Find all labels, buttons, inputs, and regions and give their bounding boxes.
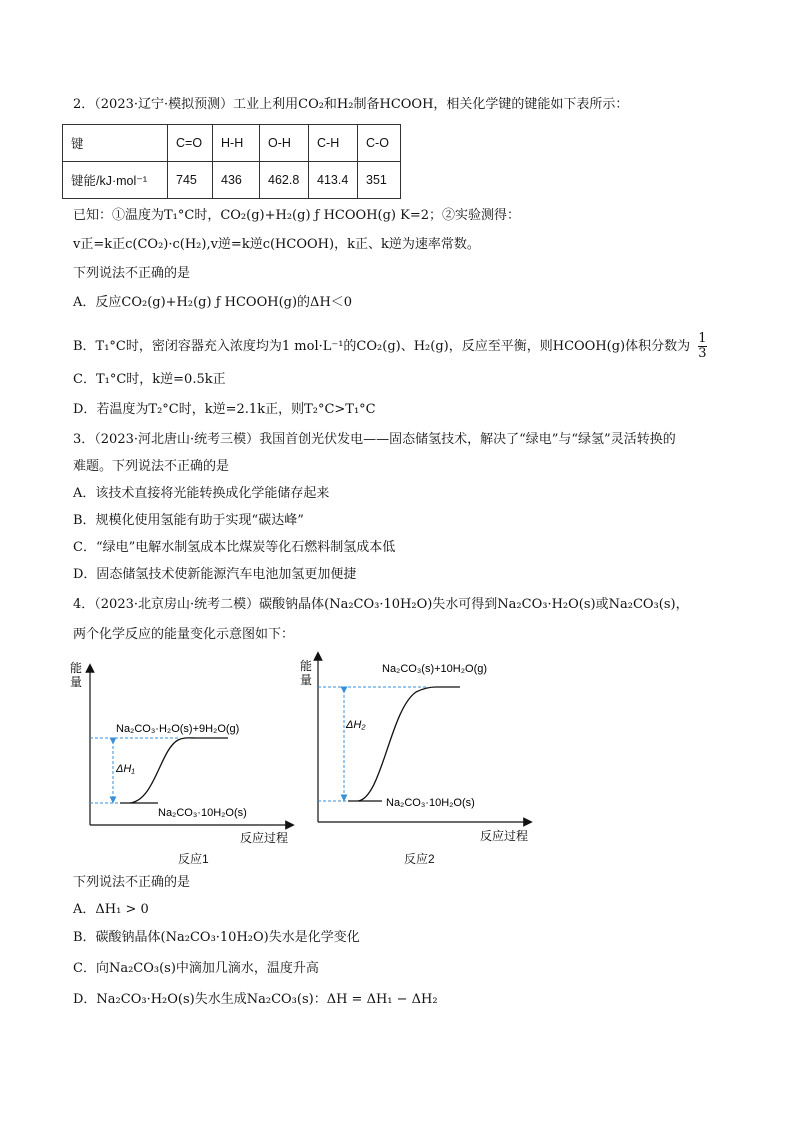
- x-axis-label: 反应过程: [240, 831, 289, 845]
- q4-option-d: D．Na₂CO₃·H₂O(s)失水生成Na₂CO₃(s)：ΔH = ΔH₁ − ΔH₂: [73, 992, 438, 1007]
- y-axis-label-2: 量: [300, 673, 313, 687]
- q2-option-b: [73, 332, 707, 361]
- table-cell: H-H: [213, 125, 260, 162]
- table-cell: 351: [358, 162, 401, 199]
- table-cell: 436: [213, 162, 260, 199]
- energy-curve: [120, 738, 228, 803]
- y-axis-label-1: 能: [300, 659, 313, 673]
- energy-diagram-reaction-1: [60, 650, 300, 870]
- table-cell: 745: [168, 162, 213, 199]
- table-cell: 键能/kJ·mol⁻¹: [63, 162, 168, 199]
- table-cell: 413.4: [309, 162, 358, 199]
- bond-energy-table: [62, 124, 401, 199]
- q2-known-1: 已知：①温度为T₁°C时，CO₂(g)+H₂(g) ƒ HCOOH(g) K=2；②实验测得：: [73, 208, 521, 223]
- lower-label: Na₂CO₃·10H₂O(s): [158, 807, 247, 819]
- q3-stem-1: 3．（2023·河北唐山·统考三模）我国首创光伏发电——固态储氢技术，解决了“绿电”与“绿氢”灵活转换的: [73, 432, 676, 447]
- y-axis-label-1: 能: [70, 661, 83, 675]
- y-axis-label-2: 量: [70, 675, 83, 689]
- figure-1-caption: 反应1: [178, 852, 209, 866]
- q2-option-c: C．T₁°C时，k逆=0.5k正: [73, 372, 226, 387]
- q2-option-d: D．若温度为T₂°C时，k逆=2.1k正，则T₂°C>T₁°C: [73, 402, 376, 417]
- table-cell: C=O: [168, 125, 213, 162]
- q3-option-c: C．“绿电”电解水制氢成本比煤炭等化石燃料制氢成本低: [73, 540, 396, 555]
- energy-diagram-reaction-2: [300, 650, 540, 870]
- q4-stem-1: 4．（2023·北京房山·统考二模）碳酸钠晶体(Na₂CO₃·10H₂O)失水可得到Na₂CO₃·H₂O(s)或Na₂CO₃(s)，: [73, 597, 689, 612]
- x-axis-label: 反应过程: [480, 829, 529, 843]
- fraction-denominator: 3: [698, 346, 707, 361]
- table-cell: 键: [63, 125, 168, 162]
- energy-curve: [348, 687, 460, 801]
- q4-stem-2: 两个化学反应的能量变化示意图如下：: [73, 627, 295, 642]
- table-header-row: [63, 125, 401, 162]
- q2-option-a: A．反应CO₂(g)+H₂(g) ƒ HCOOH(g)的ΔH＜0: [73, 295, 353, 310]
- q3-stem-2: 难题。下列说法不正确的是: [73, 459, 230, 474]
- q2-option-b-text: B．T₁°C时，密闭容器充入浓度均为1 mol·L⁻¹的CO₂(g)、H₂(g)，反应至平衡，则HCOOH(g)体积分数为: [73, 339, 691, 354]
- figure-2-caption: 反应2: [404, 852, 435, 866]
- q3-option-d: D．固态储氢技术使新能源汽车电池加氢更加便捷: [73, 567, 357, 582]
- table-cell: C-H: [309, 125, 358, 162]
- upper-label: Na₂CO₃·H₂O(s)+9H₂O(g): [116, 723, 240, 735]
- table-cell: C-O: [358, 125, 401, 162]
- table-cell: O-H: [260, 125, 309, 162]
- q3-option-a: A．该技术直接将光能转换成化学能储存起来: [73, 486, 330, 501]
- q2-known-2: v正=k正c(CO₂)·c(H₂),v逆=k逆c(HCOOH)，k正、k逆为速率常数。: [73, 237, 480, 252]
- q2-stem: 2．（2023·辽宁·模拟预测）工业上利用CO₂和H₂制备HCOOH，相关化学键的键能如下表所示：: [73, 97, 629, 112]
- upper-label: Na₂CO₃(s)+10H₂O(g): [382, 663, 488, 675]
- fraction: [698, 332, 706, 361]
- table-cell: 462.8: [260, 162, 309, 199]
- table-row: [63, 162, 401, 199]
- q2-ask: 下列说法不正确的是: [73, 266, 191, 281]
- q4-ask: 下列说法不正确的是: [73, 875, 191, 890]
- delta-h1-label: ΔH₁: [116, 763, 135, 775]
- q4-option-c: C．向Na₂CO₃(s)中滴加几滴水，温度升高: [73, 961, 319, 976]
- fraction-numerator: 1: [698, 331, 707, 346]
- delta-h2-label: ΔH₂: [346, 719, 366, 731]
- q4-option-b: B．碳酸钠晶体(Na₂CO₃·10H₂O)失水是化学变化: [73, 930, 360, 945]
- q4-option-a: A．ΔH₁ > 0: [73, 902, 149, 917]
- lower-label: Na₂CO₃·10H₂O(s): [386, 797, 475, 809]
- q3-option-b: B．规模化使用氢能有助于实现“碳达峰”: [73, 513, 304, 528]
